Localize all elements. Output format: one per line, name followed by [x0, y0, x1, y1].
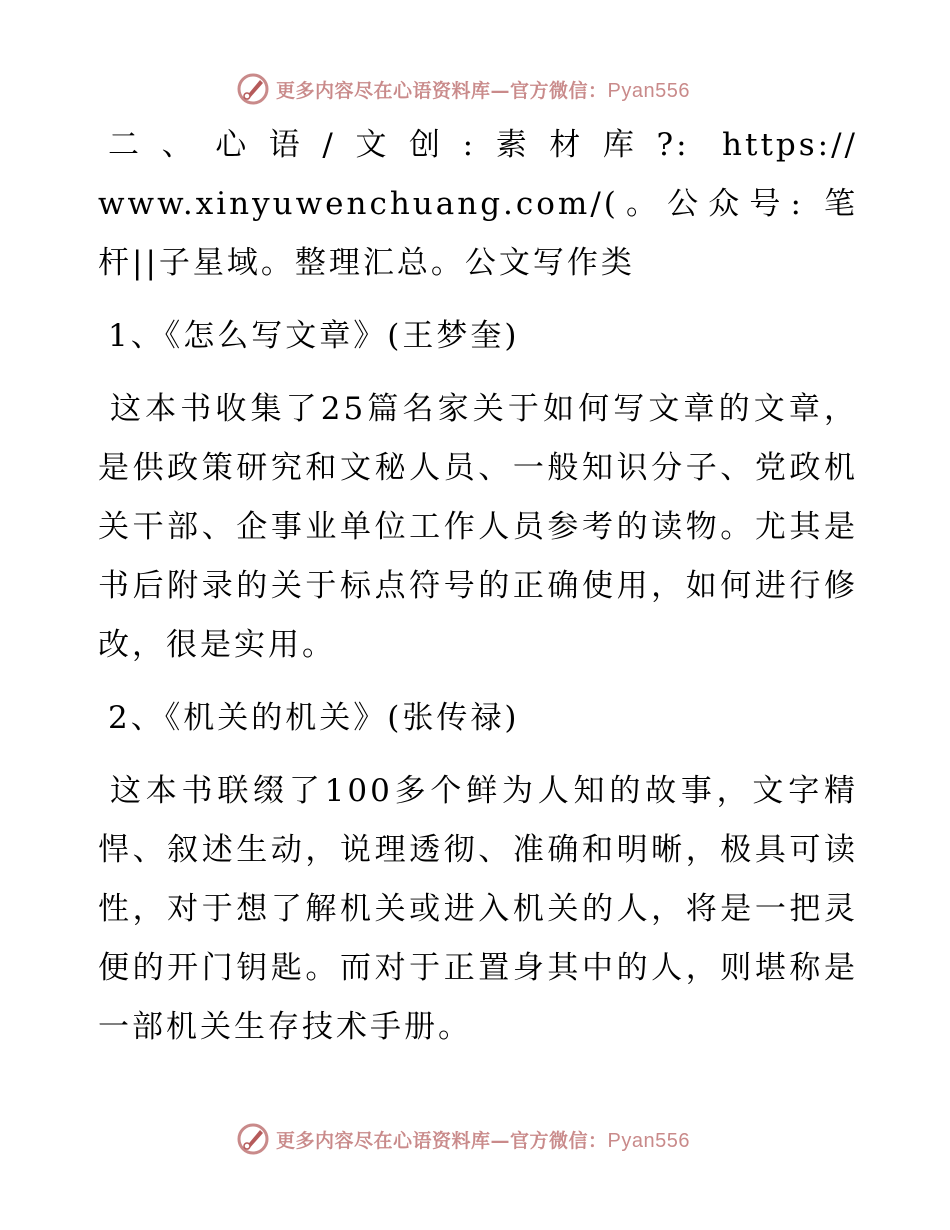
document-body: [98, 116, 858, 1071]
book-1-description: 这本书收集了25篇名家关于如何写文章的文章，是供政策研究和文秘人员、一般知识分子、党政机关干部、企事业单位工作人员参考的读物。尤其是书后附录的关于标点符号的正确使用，如何进行修改，很是实用。: [98, 391, 858, 663]
book-2-description: 这本书联缀了100多个鲜为人知的故事，文字精悍、叙述生动，说理透彻、准确和明晰，极具可读性，对于想了解机关或进入机关的人，将是一把灵便的开门钥匙。而对于正置身其中的人，则堪称是一部机关生存技术手册。: [98, 773, 858, 1045]
quill-pen-circle-icon: [236, 1122, 270, 1156]
quill-pen-circle-icon: [236, 72, 270, 106]
header-watermark: [236, 72, 690, 106]
intro-paragraph: 二、心语/文创:素材库?: https:// www.xinyuwenchuang.com/(。公众号: 笔杆||子星域。整理汇总。公文写作类: [98, 127, 858, 281]
book-2-heading: 2、《机关的机关》(张传禄): [108, 700, 520, 736]
watermark-text: 更多内容尽在心语资料库—官方微信：Pyan556: [276, 79, 690, 102]
book-1-heading: 1、《怎么写文章》(王梦奎): [108, 318, 520, 354]
footer-watermark: [236, 1122, 690, 1156]
watermark-text: 更多内容尽在心语资料库—官方微信：Pyan556: [276, 1129, 690, 1152]
